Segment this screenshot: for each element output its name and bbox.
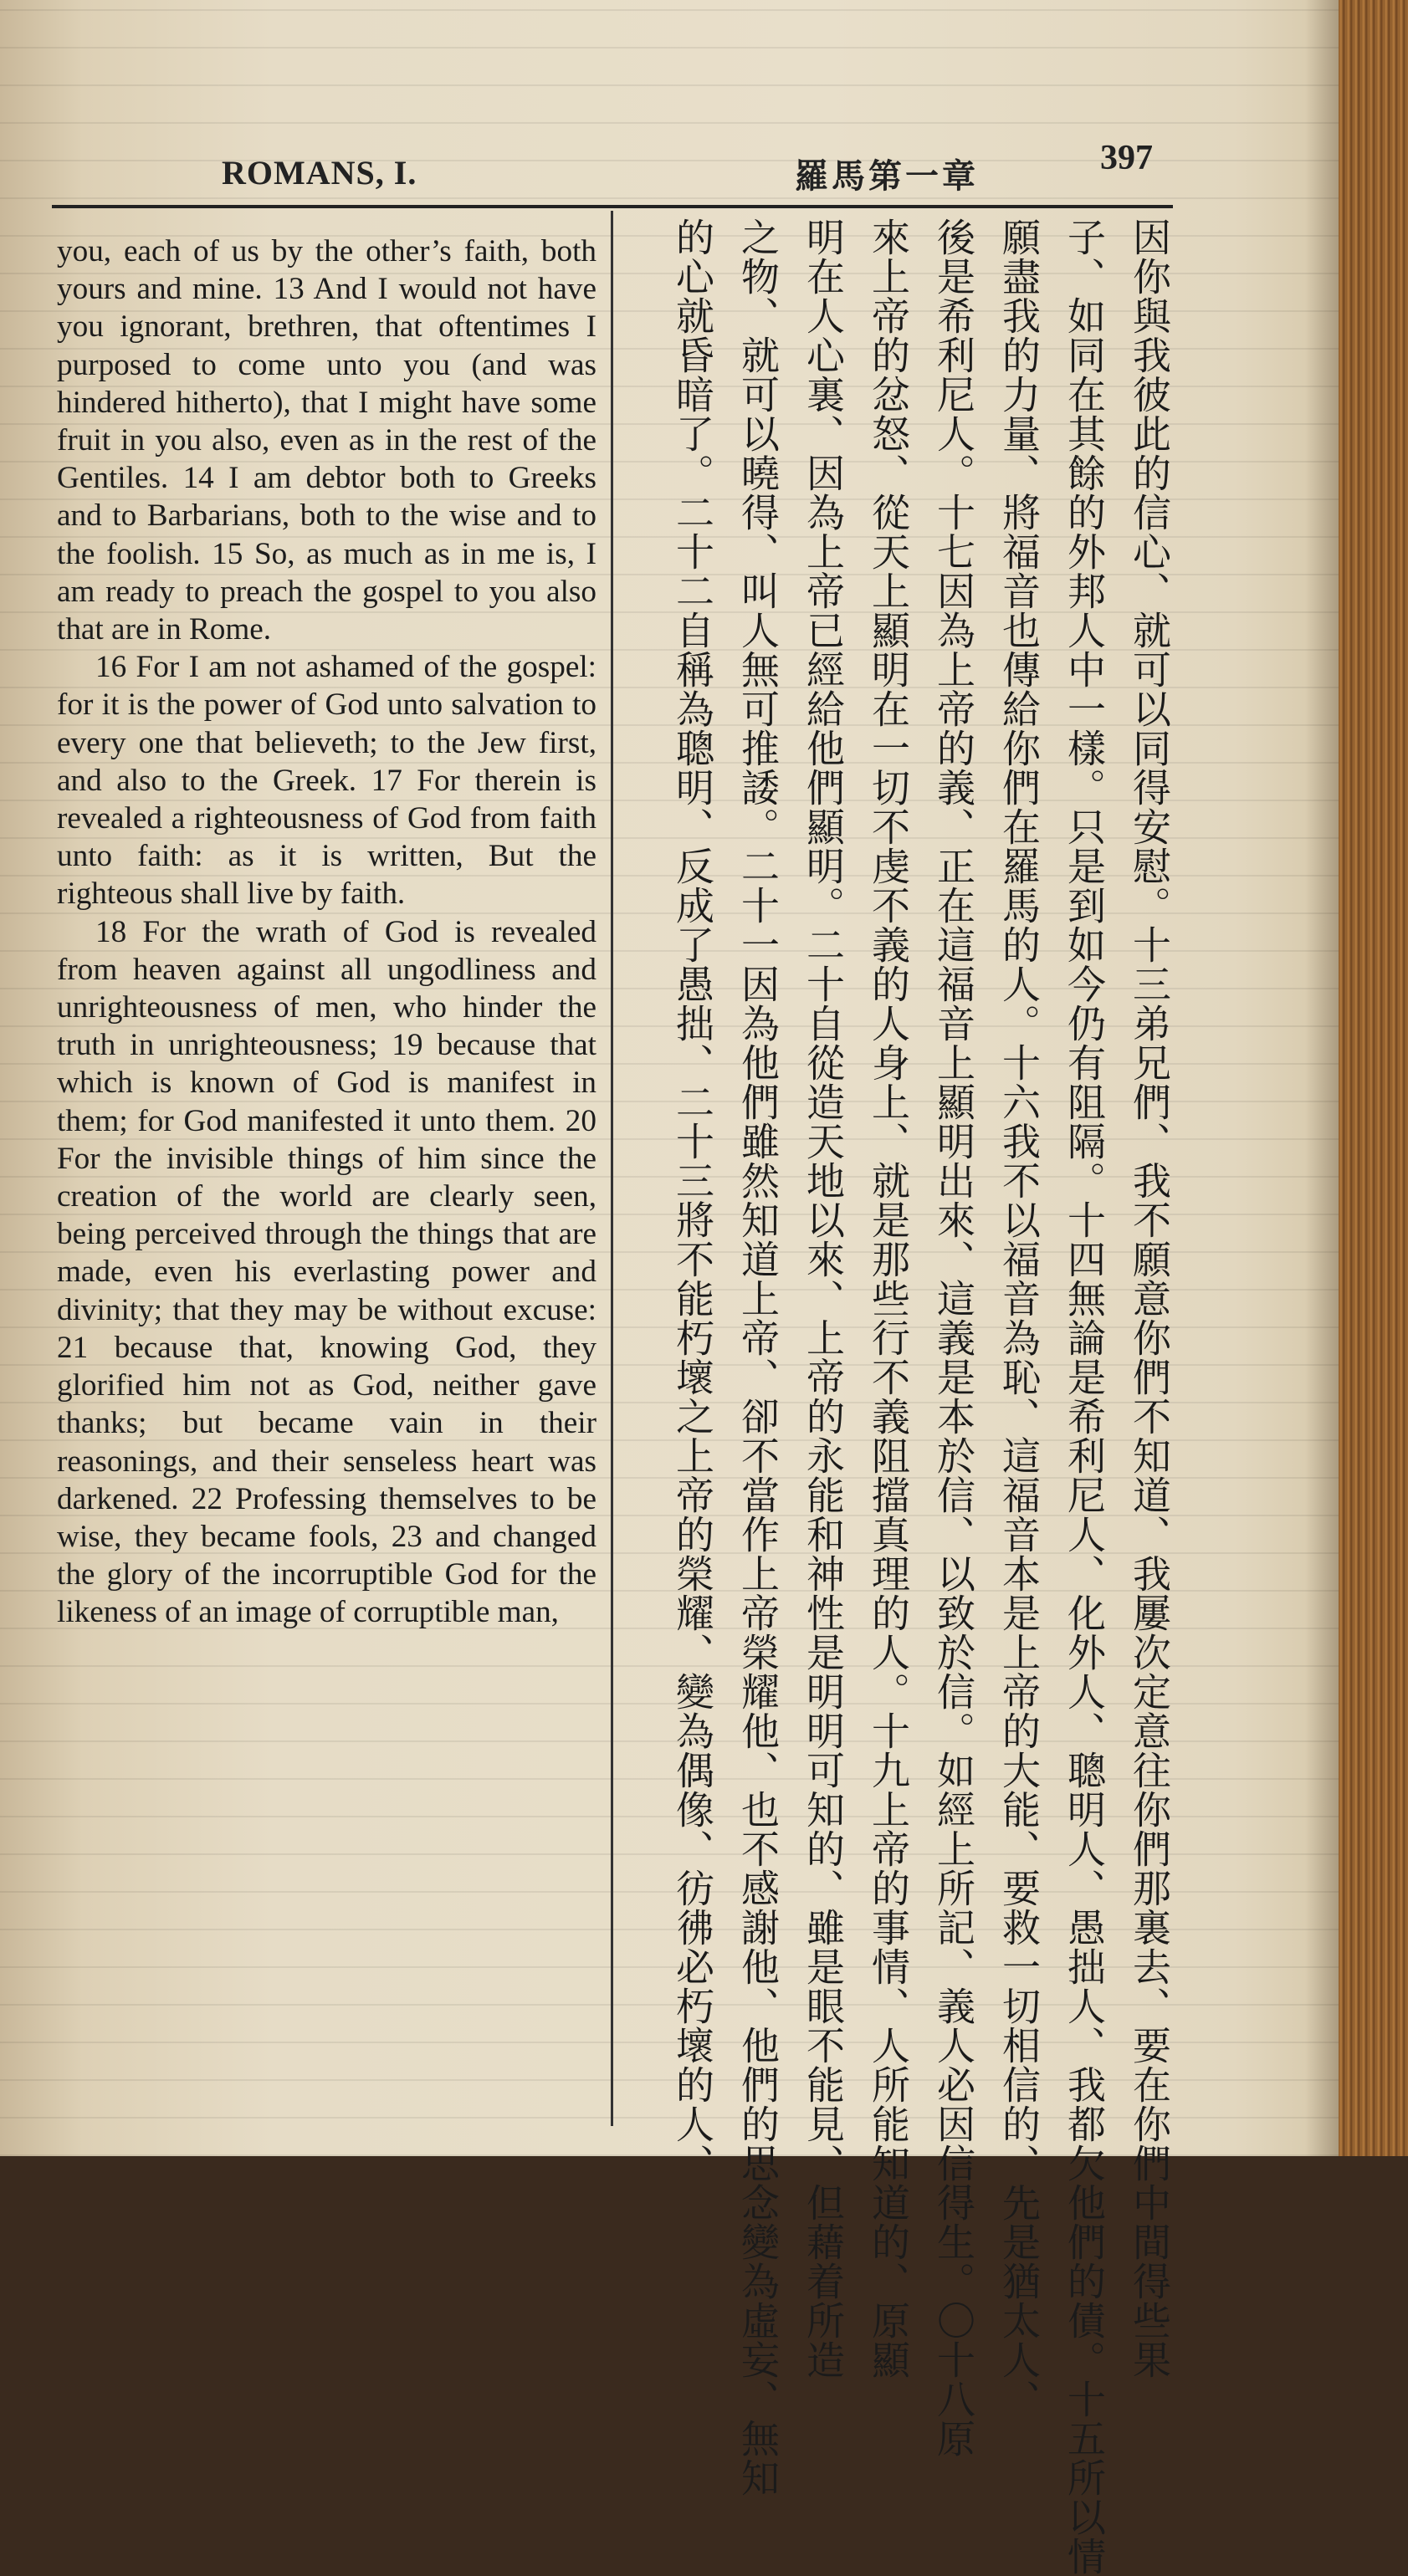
column-divider (611, 211, 613, 2126)
chinese-text-column (619, 217, 1172, 2576)
page-number: 397 (1100, 139, 1153, 177)
chinese-column-6: 明在人心裏、因為上帝已經給他們顯明。二十自從造天地以來、上帝的永能和神性是明明可知的、雖是眼不能見、但藉着所造 (801, 217, 846, 2379)
english-paragraph: 16 For I am not ashamed of the gospel: for it is the power of God unto salvation to every one that believeth; to the Jew first, and also to the Greek. 17 For therein is revealed a righteousness of God from faith unto faith: as it is written, But the righteous shall live by faith. (57, 650, 596, 912)
chinese-column-1: 因你與我彼此的信心、就可以同得安慰。十三弟兄們、我不願意你們不知道、我屢次定意往你們那裏去、要在你們中間得些果 (1127, 217, 1172, 2379)
chinese-chapter-title: 章一第馬羅 (795, 157, 979, 196)
english-paragraph: you, each of us by the other’s faith, both yours and mine. 13 And I would not have you ignorant, brethren, that oftentimes I purposed to come unto you (and was hindered hitherto), that I might have some fruit in you also, even as in the rest of the Gentiles. 14 I am debtor both to Greeks and to Barbarians, both to the wise and to the foolish. 15 So, as much as in me is, I am ready to preach the gospel to you also that are in Rome. (57, 234, 596, 647)
english-text-column (57, 233, 596, 1632)
chinese-column-3: 願盡我的力量、將福音也傳給你們在羅馬的人。十六我不以福音為恥、這福音本是上帝的大能、要救一切相信的、先是猶太人、 (996, 217, 1042, 2419)
page-edges (1339, 0, 1408, 2156)
running-header (50, 138, 1171, 196)
chinese-column-7: 之物、就可以曉得、叫人無可推諉。二十一因為他們雖然知道上帝、卻不當作上帝榮耀他、也不感謝他、他們的思念變為虛妄、無知 (735, 217, 781, 2497)
chinese-column-5: 來上帝的忿怒、從天上顯明在一切不虔不義的人身上、就是那些行不義阻擋真理的人。十九上帝的事情、人所能知道的、原顯 (866, 217, 911, 2379)
book-title: ROMANS, I. (222, 154, 417, 192)
english-paragraph: 18 For the wrath of God is revealed from heaven against all ungodliness and unrighteousness of men, who hinder the truth in unrighteousness; 19 because that which is known of God is manifest in them; for God manifested it unto them. 20 For the invisible things of him since the creation of the world are clearly seen, being perceived through the things that are made, even his everlasting power and divinity; that they may be without excuse: 21 because that, knowing God, they glorified him not as God, neither gave thanks; but became vain in their reasonings, and their senseless heart was darkened. 22 Professing themselves to be wise, they became fools, 23 and changed the glory of the incorruptible God for the likeness of an image of corruptible man, (57, 914, 596, 1630)
chinese-column-2: 子、如同在其餘的外邦人中一樣。只是到如今仍有阻隔。十四無論是希利尼人、化外人、聰明人、愚拙人、我都欠他們的債。十五所以情 (1062, 217, 1107, 2576)
chinese-column-4: 後是希利尼人。十七因為上帝的義、正在這福音上顯明出來、這義是本於信、以致於信。如經上所記、義人必因信得生。〇十八原 (931, 217, 976, 2458)
header-rule (52, 205, 1173, 208)
chinese-column-8: 的心就昏暗了。二十二自稱為聰明、反成了愚拙、二十三將不能朽壞之上帝的榮耀、變為偶像、彷彿必朽壞的人、 (670, 217, 715, 2183)
